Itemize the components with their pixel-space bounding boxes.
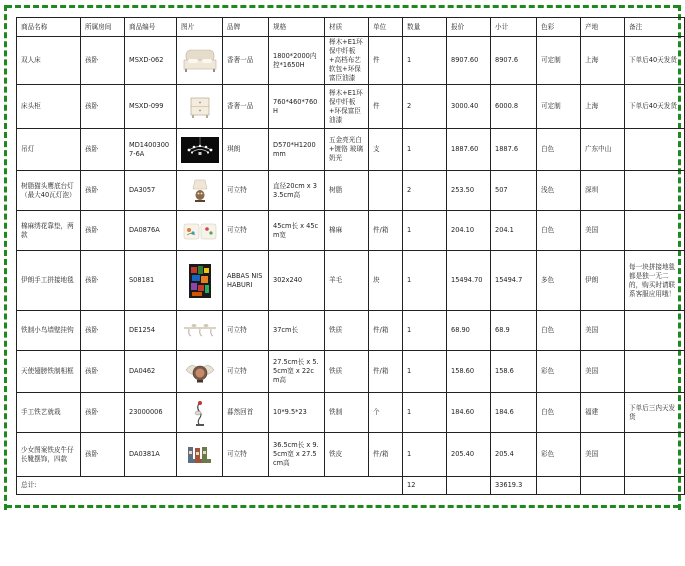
cell-price: 8907.60 xyxy=(447,37,491,85)
cell-spec: D570*H1200mm xyxy=(269,129,325,171)
cell-room: 孩卧 xyxy=(81,85,125,129)
cell-origin: 深圳 xyxy=(581,171,625,211)
total-price-empty xyxy=(447,477,491,495)
cell-material: 树脂 xyxy=(325,171,369,211)
cell-unit: 件/箱 xyxy=(369,351,403,393)
cell-brand: 香奢一品 xyxy=(223,85,269,129)
total-label: 总计: xyxy=(17,477,403,495)
cell-code: MSXD-062 xyxy=(125,37,177,85)
cell-qty: 1 xyxy=(403,351,447,393)
cell-spec: 10*9.5*23 xyxy=(269,393,325,433)
cell-unit: 件 xyxy=(369,85,403,129)
cell-unit: 块 xyxy=(369,251,403,311)
cell-name: 伊朗手工拼接地毯 xyxy=(17,251,81,311)
cell-name: 少女图案铁皮牛仔长靴摆饰，四款 xyxy=(17,433,81,477)
cell-origin: 上海 xyxy=(581,85,625,129)
cell-subtotal: 68.9 xyxy=(491,311,537,351)
cell-color: 多色 xyxy=(537,251,581,311)
cell-color: 白色 xyxy=(537,129,581,171)
cell-note: 下单后40天发货 xyxy=(625,37,685,85)
total-origin-empty xyxy=(581,477,625,495)
cell-material: 榉木+E1环保中纤板+高档布艺软包+环保富臣油漆 xyxy=(325,37,369,85)
cell-unit: 件/箱 xyxy=(369,311,403,351)
cell-qty: 1 xyxy=(403,433,447,477)
cell-subtotal: 15494.7 xyxy=(491,251,537,311)
table-row xyxy=(17,251,685,311)
cell-material: 铁皮 xyxy=(325,433,369,477)
cell-image xyxy=(177,129,223,171)
cell-image xyxy=(177,211,223,251)
cell-note xyxy=(625,311,685,351)
table-row xyxy=(17,85,685,129)
cell-spec: 37cm长 xyxy=(269,311,325,351)
cell-price: 184.60 xyxy=(447,393,491,433)
total-qty: 12 xyxy=(403,477,447,495)
cell-origin: 美国 xyxy=(581,211,625,251)
cell-code: 23000006 xyxy=(125,393,177,433)
cell-note xyxy=(625,129,685,171)
cell-price: 3000.40 xyxy=(447,85,491,129)
cell-brand: 可立特 xyxy=(223,433,269,477)
table-header-row xyxy=(17,18,685,37)
frame-border-top xyxy=(6,5,679,8)
cell-material: 榉木+E1环保中纤板+环保富臣油漆 xyxy=(325,85,369,129)
cell-subtotal: 184.6 xyxy=(491,393,537,433)
cell-code: MD14003007-6A xyxy=(125,129,177,171)
cell-note xyxy=(625,351,685,393)
cell-brand: 可立特 xyxy=(223,311,269,351)
cell-origin: 伊朗 xyxy=(581,251,625,311)
cell-color: 彩色 xyxy=(537,433,581,477)
cell-code: DE1254 xyxy=(125,311,177,351)
cell-code: DA0876A xyxy=(125,211,177,251)
col-header-code: 商品编号 xyxy=(125,18,177,37)
col-header-price: 报价 xyxy=(447,18,491,37)
cell-price: 15494.70 xyxy=(447,251,491,311)
wall-hook-image xyxy=(182,321,218,341)
cell-spec: 45cm长 x 45cm宽 xyxy=(269,211,325,251)
cell-room: 孩卧 xyxy=(81,37,125,85)
cell-code: S08181 xyxy=(125,251,177,311)
cell-brand: ABBAS NISHABURI xyxy=(223,251,269,311)
cell-subtotal: 205.4 xyxy=(491,433,537,477)
cell-unit: 个 xyxy=(369,393,403,433)
cell-room: 孩卧 xyxy=(81,393,125,433)
cell-color: 白色 xyxy=(537,393,581,433)
cell-note xyxy=(625,171,685,211)
cell-brand: 暮然回首 xyxy=(223,393,269,433)
table-row xyxy=(17,433,685,477)
col-header-note: 备注 xyxy=(625,18,685,37)
col-header-subtotal: 小计 xyxy=(491,18,537,37)
table-row xyxy=(17,351,685,393)
cell-subtotal: 1887.6 xyxy=(491,129,537,171)
cell-qty: 1 xyxy=(403,129,447,171)
double-bed-image xyxy=(182,48,218,74)
cell-brand: 可立特 xyxy=(223,171,269,211)
cell-spec: 760*460*760H xyxy=(269,85,325,129)
table-row xyxy=(17,171,685,211)
cell-origin: 美国 xyxy=(581,433,625,477)
cell-room: 孩卧 xyxy=(81,433,125,477)
col-header-unit: 单位 xyxy=(369,18,403,37)
product-quote-table xyxy=(16,17,685,495)
cell-room: 孩卧 xyxy=(81,311,125,351)
total-note-empty xyxy=(625,477,685,495)
cell-code: DA3057 xyxy=(125,171,177,211)
iron-art-image xyxy=(191,399,209,427)
cell-color: 可定制 xyxy=(537,85,581,129)
cell-origin: 福建 xyxy=(581,393,625,433)
cell-subtotal: 204.1 xyxy=(491,211,537,251)
cell-room: 孩卧 xyxy=(81,171,125,211)
rug-image xyxy=(189,264,211,298)
cell-spec: 直径20cm x 33.5cm高 xyxy=(269,171,325,211)
cell-qty: 2 xyxy=(403,171,447,211)
cell-image xyxy=(177,85,223,129)
total-color-empty xyxy=(537,477,581,495)
cell-name: 手工铁艺就栽 xyxy=(17,393,81,433)
cell-image xyxy=(177,311,223,351)
cell-image xyxy=(177,251,223,311)
cell-room: 孩卧 xyxy=(81,211,125,251)
col-header-material: 材质 xyxy=(325,18,369,37)
cell-price: 204.10 xyxy=(447,211,491,251)
cell-unit: 件/箱 xyxy=(369,211,403,251)
cell-origin: 美国 xyxy=(581,311,625,351)
cell-qty: 2 xyxy=(403,85,447,129)
cell-name: 床头柜 xyxy=(17,85,81,129)
cell-code: DA0381A xyxy=(125,433,177,477)
cell-name: 铁制小鸟墙壁挂钩 xyxy=(17,311,81,351)
col-header-name: 商品名称 xyxy=(17,18,81,37)
cell-name: 双人床 xyxy=(17,37,81,85)
cell-image xyxy=(177,171,223,211)
cell-unit: 件 xyxy=(369,37,403,85)
cell-color: 白色 xyxy=(537,211,581,251)
cell-color: 可定制 xyxy=(537,37,581,85)
total-row xyxy=(17,477,685,495)
cell-qty: 1 xyxy=(403,37,447,85)
product-table-wrap xyxy=(16,17,685,495)
table-row xyxy=(17,311,685,351)
cell-subtotal: 8907.6 xyxy=(491,37,537,85)
col-header-spec: 规格 xyxy=(269,18,325,37)
col-header-brand: 品牌 xyxy=(223,18,269,37)
cushions-image xyxy=(183,220,217,242)
cell-spec: 302x240 xyxy=(269,251,325,311)
cell-color: 白色 xyxy=(537,311,581,351)
cell-subtotal: 6000.8 xyxy=(491,85,537,129)
col-header-qty: 数量 xyxy=(403,18,447,37)
cell-unit: 支 xyxy=(369,129,403,171)
cell-color: 彩色 xyxy=(537,351,581,393)
cell-subtotal: 158.6 xyxy=(491,351,537,393)
cell-material: 五金亮光白+镀铬 玻璃奶光 xyxy=(325,129,369,171)
table-row xyxy=(17,37,685,85)
cell-price: 158.60 xyxy=(447,351,491,393)
cell-material: 铁质 xyxy=(325,351,369,393)
cell-note xyxy=(625,211,685,251)
cell-color: 浅色 xyxy=(537,171,581,211)
cell-unit xyxy=(369,171,403,211)
table-row xyxy=(17,211,685,251)
cell-room: 孩卧 xyxy=(81,351,125,393)
cell-name: 棉麻绣花靠垫，两款 xyxy=(17,211,81,251)
table-lamp-image xyxy=(190,177,210,205)
cell-note: 下单后三内天发货 xyxy=(625,393,685,433)
cell-qty: 1 xyxy=(403,211,447,251)
cell-image xyxy=(177,37,223,85)
cell-name: 树脂猫头鹰底台灯（最大40瓦灯泡） xyxy=(17,171,81,211)
cell-spec: 36.5cm长 x 9.5cm宽 x 27.5cm高 xyxy=(269,433,325,477)
cell-name: 天使翅膀铁制相框 xyxy=(17,351,81,393)
total-subtotal: 33619.3 xyxy=(491,477,537,495)
cell-material: 铁制 xyxy=(325,393,369,433)
cell-material: 铁质 xyxy=(325,311,369,351)
cell-spec: 1800*2000内控*1650H xyxy=(269,37,325,85)
cell-note xyxy=(625,433,685,477)
cell-image xyxy=(177,393,223,433)
table-row xyxy=(17,129,685,171)
col-header-room: 所属房间 xyxy=(81,18,125,37)
cell-origin: 上海 xyxy=(581,37,625,85)
cell-room: 孩卧 xyxy=(81,251,125,311)
cell-origin: 广东中山 xyxy=(581,129,625,171)
cell-note: 每一块拼接地毯都是独一无二的，购买时请联系客服应用哦！ xyxy=(625,251,685,311)
cell-price: 1887.60 xyxy=(447,129,491,171)
cell-brand: 琪朗 xyxy=(223,129,269,171)
table-row xyxy=(17,393,685,433)
cell-price: 253.50 xyxy=(447,171,491,211)
boots-image xyxy=(185,444,215,466)
col-header-color: 色彩 xyxy=(537,18,581,37)
cell-code: DA0462 xyxy=(125,351,177,393)
col-header-image: 图片 xyxy=(177,18,223,37)
chandelier-image xyxy=(181,137,219,163)
cell-spec: 27.5cm长 x 5.5cm宽 x 22cm高 xyxy=(269,351,325,393)
cell-material: 棉麻 xyxy=(325,211,369,251)
nightstand-image xyxy=(188,95,212,119)
cell-note: 下单后40天发货 xyxy=(625,85,685,129)
cell-origin: 美国 xyxy=(581,351,625,393)
cell-room: 孩卧 xyxy=(81,129,125,171)
cell-image xyxy=(177,433,223,477)
cell-name: 吊灯 xyxy=(17,129,81,171)
cell-price: 68.90 xyxy=(447,311,491,351)
cell-qty: 1 xyxy=(403,311,447,351)
cell-price: 205.40 xyxy=(447,433,491,477)
cell-brand: 可立特 xyxy=(223,351,269,393)
cell-brand: 可立特 xyxy=(223,211,269,251)
photo-frame-image xyxy=(183,360,217,384)
cell-subtotal: 507 xyxy=(491,171,537,211)
frame-border-bottom xyxy=(6,505,679,508)
cell-unit: 件/箱 xyxy=(369,433,403,477)
cell-code: MSXD-099 xyxy=(125,85,177,129)
cell-brand: 香奢一品 xyxy=(223,37,269,85)
cell-qty: 1 xyxy=(403,393,447,433)
col-header-origin: 产地 xyxy=(581,18,625,37)
cell-qty: 1 xyxy=(403,251,447,311)
cell-material: 羊毛 xyxy=(325,251,369,311)
frame-border-left xyxy=(4,5,7,510)
cell-image xyxy=(177,351,223,393)
